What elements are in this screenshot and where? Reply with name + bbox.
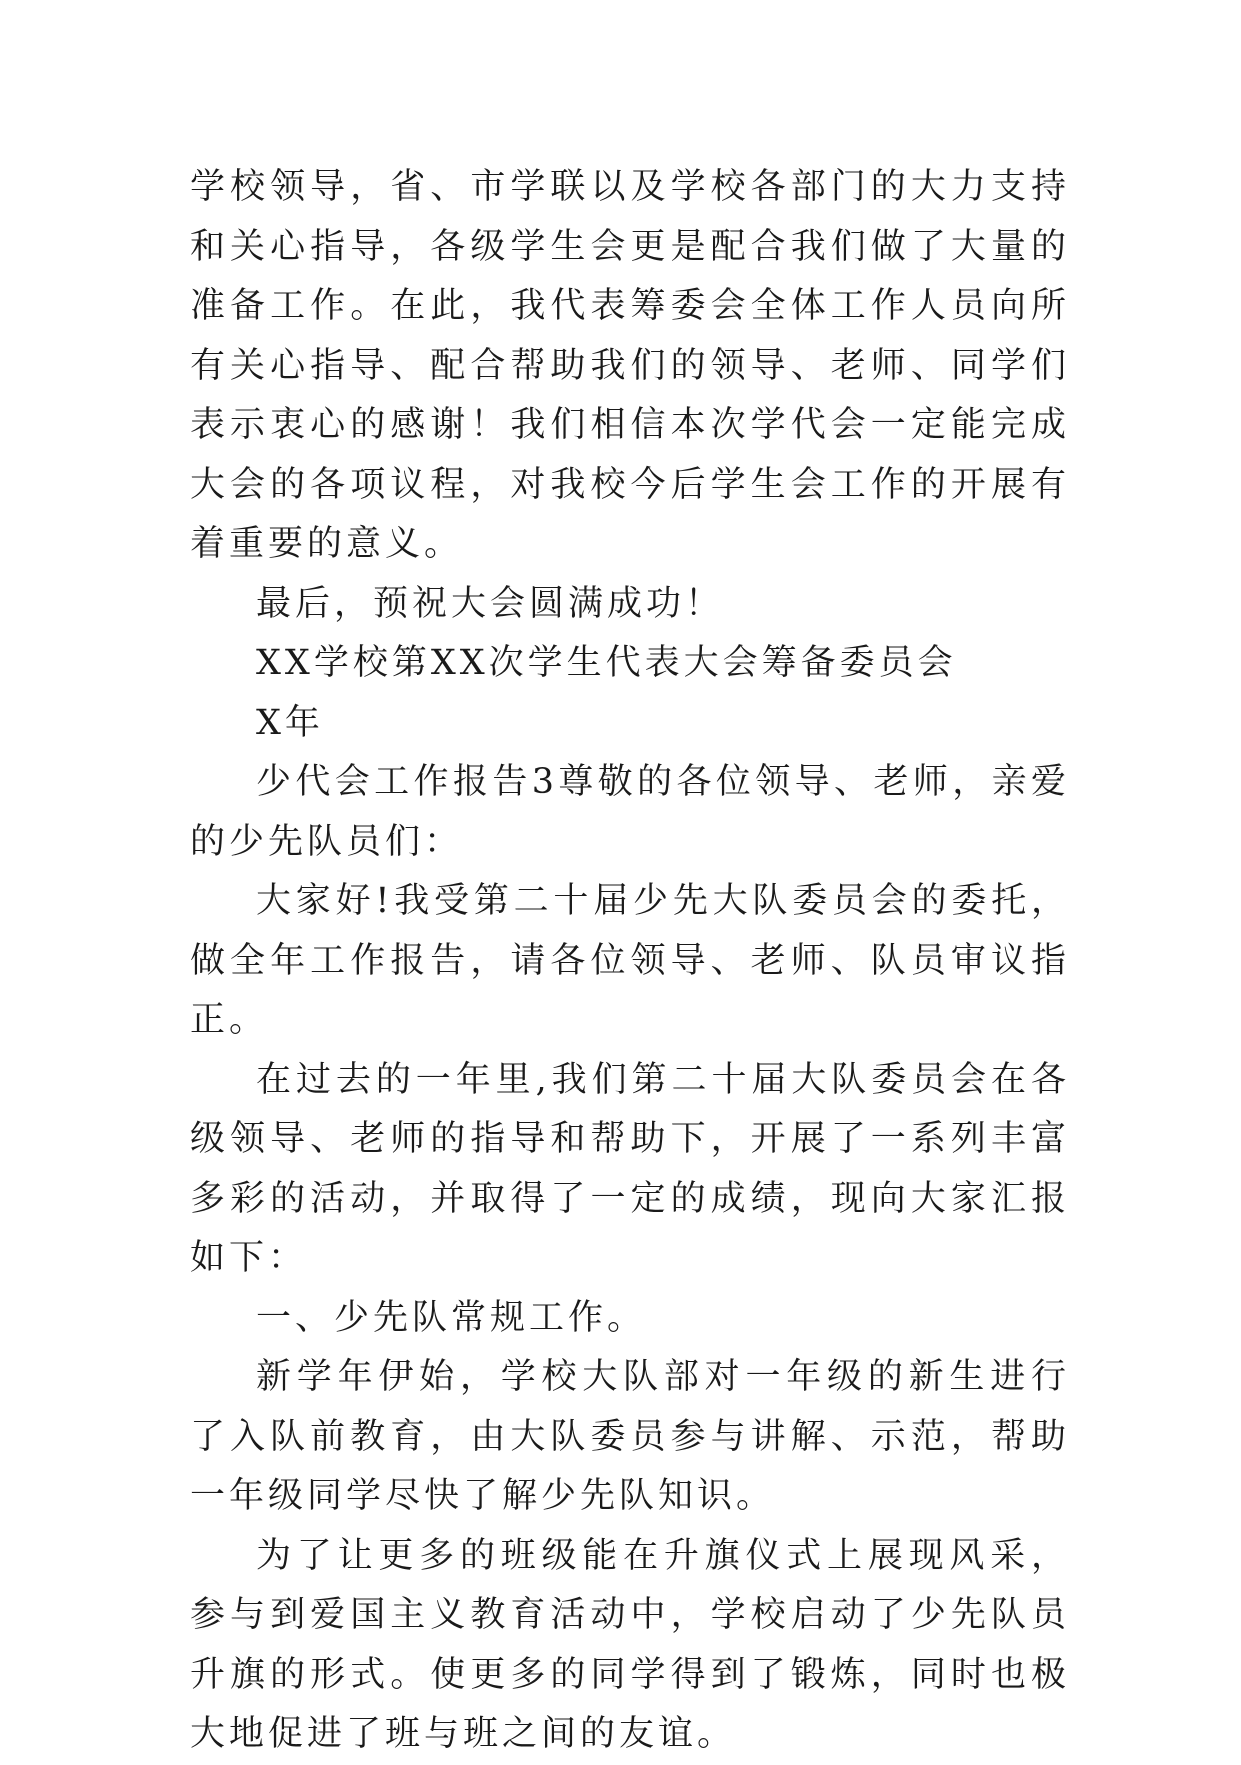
paragraph-new-students: 新学年伊始，学校大队部对一年级的新生进行了入队前教育，由大队委员参与讲解、示范，帮助一年级同学尽快了解少先队知识。: [190, 1357, 1070, 1516]
paragraph-closing-wish: 最后，预祝大会圆满成功！: [256, 583, 725, 624]
paragraph-report-greeting: 少代会工作报告3尊敬的各位领导、老师，亲爱的少先队员们：: [190, 762, 1070, 862]
paragraph-signature-committee: XX学校第XX次学生代表大会筹备委员会: [256, 643, 957, 683]
section-heading-routine-work: 一、少先队常规工作。: [256, 1297, 647, 1338]
paragraph-report-intro: 大家好!我受第二十届少先大队委员会的委托，做全年工作报告，请各位领导、老师、队员审议指正。: [190, 881, 1070, 1040]
paragraph-continuation: 学校领导，省、市学联以及学校各部门的大力支持和关心指导，各级学生会更是配合我们做了大量的准备工作。在此，我代表筹委会全体工作人员向所有关心指导、配合帮助我们的领导、老师、同学们表示衷心的感谢！我们相信本次学代会一定能完成大会的各项议程，对我校今后学生会工作的开展有着重要的意义。: [190, 167, 1070, 564]
paragraph-signature-year: X年: [256, 702, 324, 743]
document-body: [190, 158, 1070, 1765]
paragraph-flag-raising: 为了让更多的班级能在升旗仪式上展现风采，参与到爱国主义教育活动中，学校启动了少先队员升旗的形式。使更多的同学得到了锻炼，同时也极大地促进了班与班之间的友谊。: [190, 1535, 1070, 1754]
paragraph-past-year: 在过去的一年里,我们第二十届大队委员会在各级领导、老师的指导和帮助下，开展了一系列丰富多彩的活动，并取得了一定的成绩，现向大家汇报如下：: [190, 1059, 1070, 1278]
